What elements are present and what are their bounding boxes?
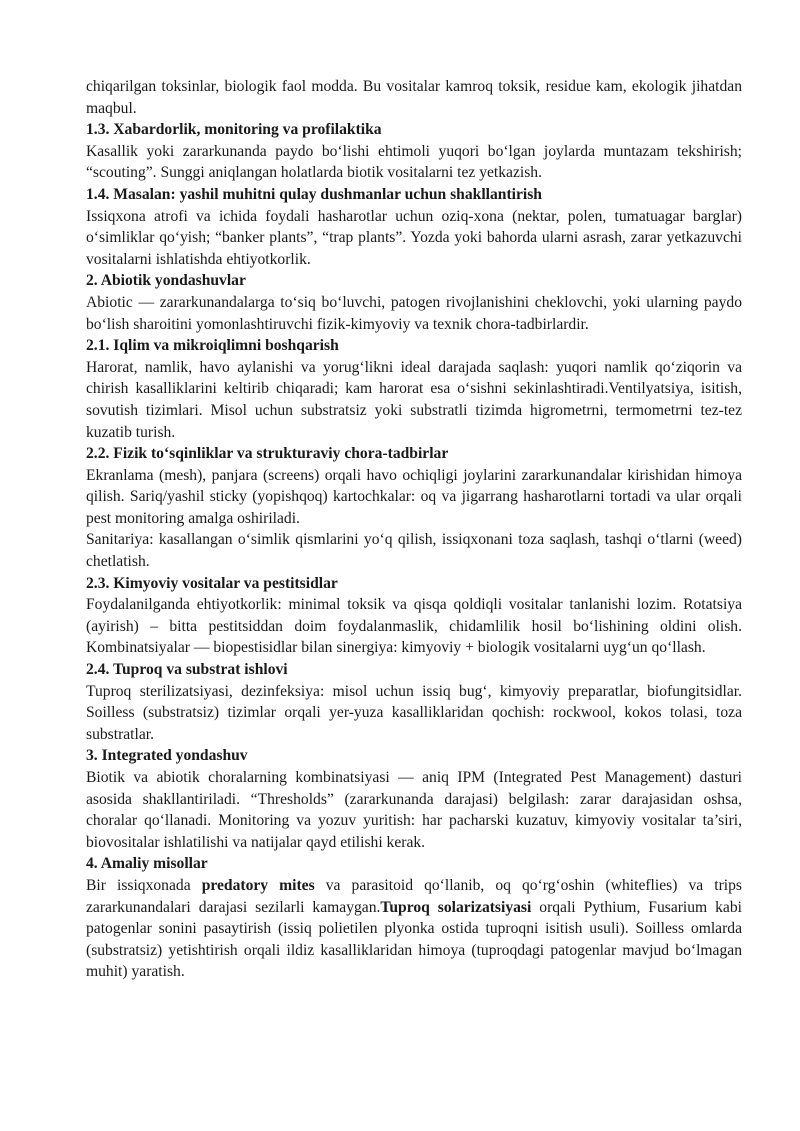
heading-2-2: 2.2. Fizik to‘sqinliklar va strukturaviy chora-tadbirlar [86, 445, 449, 463]
paragraph-intro: chiqarilgan toksinlar, biologik faol modda. Bu vositalar kamroq toksik, residue kam, ekologik jihatdan maqbul. [86, 78, 742, 117]
heading-2: 2. Abiotik yondashuvlar [86, 272, 246, 290]
paragraph-sanitation: Sanitariya: kasallangan o‘simlik qismlarini yo‘q qilish, issiqxonani toza saqlash, tashqi o‘tlarni (weed) chetlatish. [86, 531, 742, 571]
document-page [86, 76, 742, 983]
paragraph-physical-barriers: Ekranlama (mesh), panjara (screens) orqali havo ochiqligi joylarini zararkunandalar kirishidan himoya qilish. Sariq/yashil sticky (yopishqoq) kartochkalar: oq va jigarrang hasharotlarni tortadi va ular orqali pest monitoring amalga oshiriladi. [86, 466, 742, 527]
paragraph-examples [86, 875, 742, 983]
heading-2-3: 2.3. Kimyoviy vositalar va pestitsidlar [86, 574, 338, 592]
heading-2-4: 2.4. Tuproq va substrat ishlovi [86, 661, 288, 679]
heading-3: 3. Integrated yondashuv [86, 747, 248, 765]
paragraph-climate: Harorat, namlik, havo aylanishi va yorug‘likni ideal darajada saqlash: yuqori namlik qo‘ziqorin va chirish kasalliklarini keltirib chiqaradi; kam harorat esa o‘sishni sekinlashtiradi.Ventilyatsiya, isitish, sovutish tizimlari. Misol uchun substratsiz yoki substratli tizimda higrometrni, termometrni tez-tez kuzatib turish. [86, 358, 742, 441]
paragraph-soil: Tuproq sterilizatsiyasi, dezinfeksiya: misol uchun issiq bug‘, kimyoviy preparatlar, biofungitsidlar. Soilless (substratsiz) tizimlar orqali yer-yuza kasalliklaridan qochish: rockwool, kokos tolasi, toza substratlar. [86, 682, 742, 743]
paragraph-monitoring: Kasallik yoki zararkunanda paydo bo‘lishi ehtimoli yuqori bo‘lgan joylarda muntazam tekshirish; “scouting”. Sunggi aniqlangan holatlarda biotik vositalarni tez yetkazish. [86, 142, 742, 182]
heading-1-3: 1.3. Xabardorlik, monitoring va profilaktika [86, 121, 382, 139]
examples-text-2: va parasitoid qo‘llanib, oq qo‘rg‘oshin (whiteflies) va trips zararkunandalari darajasi sezilarli kamaygan. [86, 876, 742, 916]
paragraph-abiotic: Abiotic — zararkunandalarga to‘siq bo‘luvchi, patogen rivojlanishini cheklovchi, yoki ularning paydo bo‘lish sharoitini yomonlashtiruvchi fizik-kimyoviy va texnik chora-tadbirlardir. [86, 293, 742, 333]
examples-text-3: orqali Pythium, Fusarium kabi patogenlar sonini pasaytirish (issiq polietilen plyonka ostida tuproqni isitish usuli). Soilless omlarda (substratsiz) yetishtirish orqali ildiz kasalliklaridan himoya (tuproqdagi patogenlar mavjud bo‘lmagan muhit) yaratish. [86, 898, 742, 981]
paragraph-integrated: Biotik va abiotik choralarning kombinatsiyasi — aniq IPM (Integrated Pest Management) dasturi asosida shakllantiriladi. “Thresholds” (zararkunanda darajasi) belgilash: zarar darajasidan oshsa, choralar qo‘llanadi. Monitoring va yozuv yuritish: har pacharski kuzatuv, kimyoviy vositalar ta’siri, biovositalar ishlatilishi va natijalar qayd etilishi kerak. [86, 769, 742, 851]
heading-4: 4. Amaliy misollar [86, 855, 208, 873]
heading-2-1: 2.1. Iqlim va mikroiqlimni boshqarish [86, 337, 339, 355]
examples-bold-solarization: Tuproq solarizatsiyasi [380, 898, 532, 916]
examples-bold-predatory-mites: predatory mites [201, 876, 315, 894]
paragraph-chemicals: Foydalanilganda ehtiyotkorlik: minimal toksik va qisqa qoldiqli vositalar tanlanishi lozim. Rotatsiya (ayirish) – bitta pestitsiddan doim foydalanmaslik, chidamlilik hosil bo‘lishining oldini olish. Kombinatsiyalar — biopestisidlar bilan sinergiya: kimyoviy + biologik vositalarni uyg‘un qo‘llash. [86, 596, 742, 657]
paragraph-green-environment: Issiqxona atrofi va ichida foydali hasharotlar uchun oziq-xona (nektar, polen, tumatuagar barglar) o‘simliklar qo‘yish; “banker plants”, “trap plants”. Yozda yoki bahorda ularni asrash, zarar yetkazuvchi vositalarni ishlatishda ehtiyotkorlik. [86, 207, 742, 268]
heading-1-4: 1.4. Masalan: yashil muhitni qulay dushmanlar uchun shakllantirish [86, 185, 542, 203]
examples-text-1: Bir issiqxonada [86, 876, 202, 894]
